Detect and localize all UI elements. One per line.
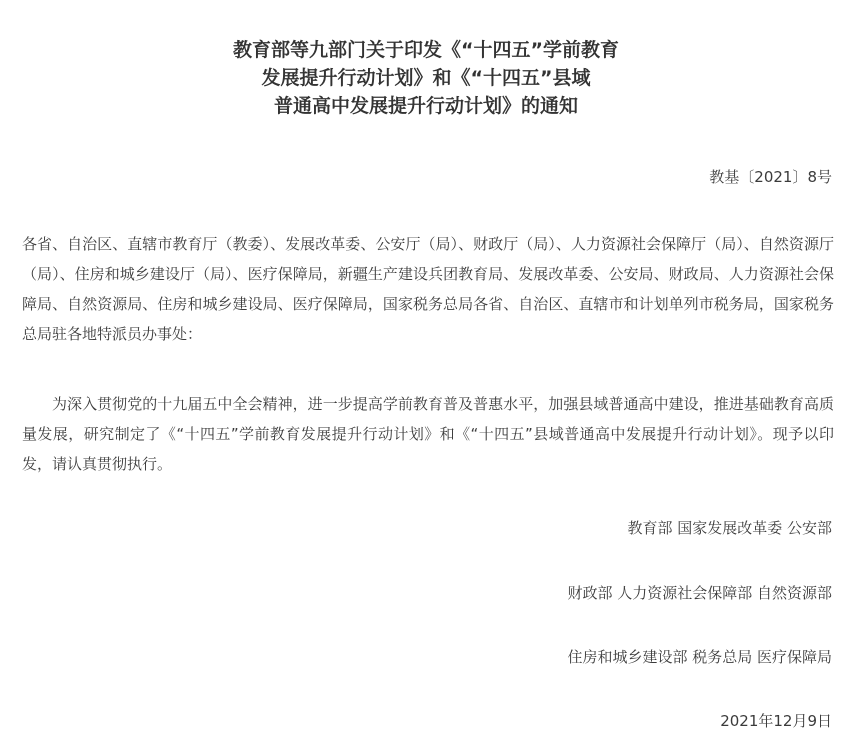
document-number: 教基〔2021〕8号 [709, 168, 832, 186]
title-line-3: 普通高中发展提升行动计划》的通知 [273, 95, 578, 117]
document-title [0, 36, 852, 120]
title-line-1: 教育部等九部门关于印发《“十四五”学前教育 [233, 39, 619, 61]
signatory-line-3: 住房和城乡建设部 税务总局 医疗保障局 [567, 648, 832, 666]
body-paragraph: 为深入贯彻党的十九届五中全会精神，进一步提高学前教育普及普惠水平，加强县域普通高中建设，推进基础教育高质量发展，研究制定了《“十四五”学前教育发展提升行动计划》和《“十四五”县域普通高中发展提升行动计划》。现予以印发，请认真贯彻执行。 [22, 395, 834, 473]
title-line-2: 发展提升行动计划》和《“十四五”县域 [261, 67, 591, 89]
signatory-line-1: 教育部 国家发展改革委 公安部 [627, 519, 832, 537]
issue-date: 2021年12月9日 [720, 712, 832, 730]
signatory-line-2: 财政部 人力资源社会保障部 自然资源部 [567, 584, 832, 602]
addressee-paragraph: 各省、自治区、直辖市教育厅（教委）、发展改革委、公安厅（局）、财政厅（局）、人力资源社会保障厅（局）、自然资源厅（局）、住房和城乡建设厅（局）、医疗保障局，新疆生产建设兵团教育局、发展改革委、公安局、财政局、人力资源社会保障局、自然资源局、住房和城乡建设局、医疗保障局，国家税务总局各省、自治区、直辖市和计划单列市税务局，国家税务总局驻各地特派员办事处： [22, 235, 834, 343]
